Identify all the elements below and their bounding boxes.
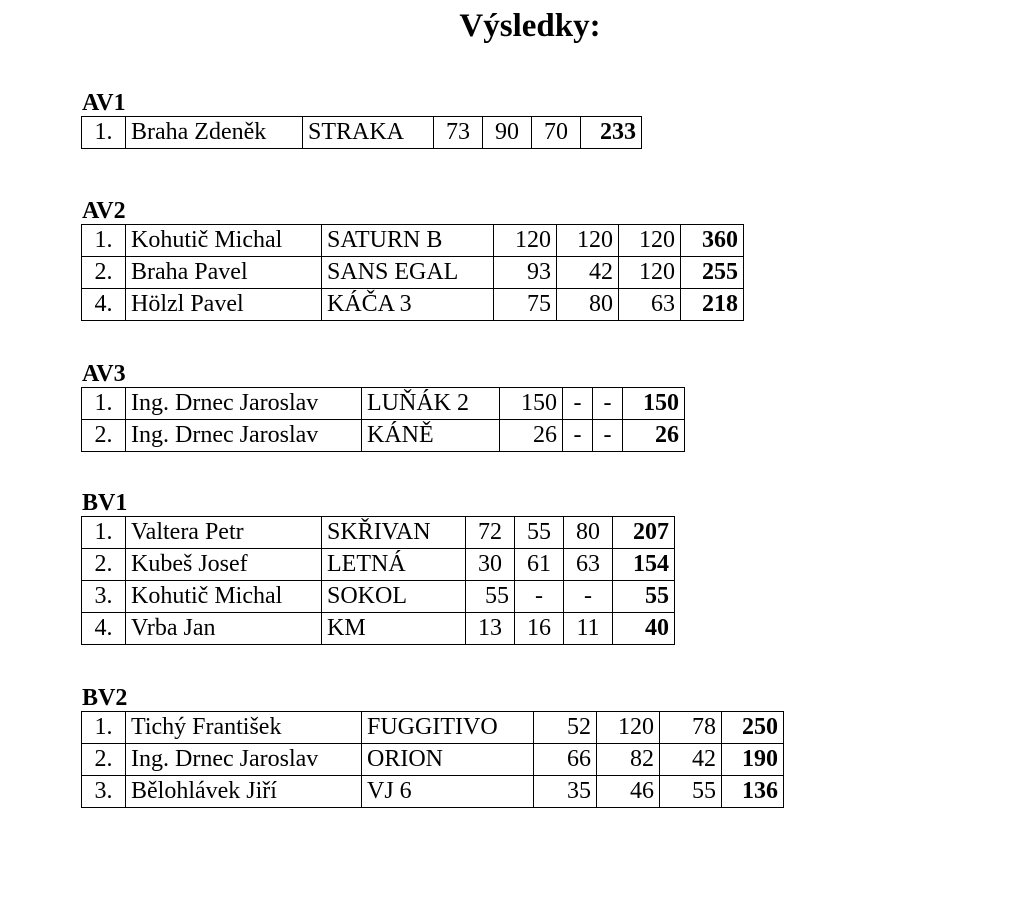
model-name-cell: LUŇÁK 2 (362, 388, 500, 420)
round-2-cell: - (563, 420, 593, 452)
section-heading: AV2 (82, 198, 126, 224)
table-row (82, 549, 675, 581)
model-name-cell: SATURN B (322, 225, 494, 257)
total-cell: 360 (681, 225, 744, 257)
round-3-cell: 70 (532, 117, 581, 149)
round-3-cell: 11 (564, 613, 613, 645)
round-2-cell: 46 (597, 776, 660, 808)
round-3-cell: - (564, 581, 613, 613)
round-3-cell: - (593, 420, 623, 452)
round-3-cell: 120 (619, 257, 681, 289)
round-1-cell: 66 (534, 744, 597, 776)
round-2-cell: 55 (515, 517, 564, 549)
competitor-name-cell: Kohutič Michal (126, 225, 322, 257)
section-heading: BV1 (82, 490, 128, 516)
table-row (82, 517, 675, 549)
competitor-name-cell: Ing. Drnec Jaroslav (126, 388, 362, 420)
model-name-cell: FUGGITIVO (362, 712, 534, 744)
competitor-name-cell: Ing. Drnec Jaroslav (126, 744, 362, 776)
round-1-cell: 120 (494, 225, 557, 257)
total-cell: 250 (722, 712, 784, 744)
round-2-cell: 120 (557, 225, 619, 257)
table-row (82, 581, 675, 613)
round-1-cell: 55 (466, 581, 515, 613)
competitor-name-cell: Ing. Drnec Jaroslav (126, 420, 362, 452)
section-av3 (81, 361, 685, 452)
rank-cell: 1. (82, 225, 126, 257)
rank-cell: 2. (82, 257, 126, 289)
round-1-cell: 150 (500, 388, 563, 420)
table-row (82, 420, 685, 452)
model-name-cell: KM (322, 613, 466, 645)
model-name-cell: KÁNĚ (362, 420, 500, 452)
competitor-name-cell: Vrba Jan (126, 613, 322, 645)
section-av2 (81, 198, 744, 321)
table-row (82, 289, 744, 321)
table-row (82, 225, 744, 257)
rank-cell: 3. (82, 776, 126, 808)
total-cell: 154 (613, 549, 675, 581)
total-cell: 190 (722, 744, 784, 776)
round-1-cell: 73 (434, 117, 483, 149)
section-heading: AV1 (82, 90, 126, 116)
rank-cell: 3. (82, 581, 126, 613)
round-3-cell: 63 (619, 289, 681, 321)
model-name-cell: SKŘIVAN (322, 517, 466, 549)
table-row (82, 744, 784, 776)
round-3-cell: 42 (660, 744, 722, 776)
round-2-cell: 90 (483, 117, 532, 149)
round-1-cell: 30 (466, 549, 515, 581)
round-2-cell: - (563, 388, 593, 420)
rank-cell: 1. (82, 712, 126, 744)
model-name-cell: ORION (362, 744, 534, 776)
results-table (81, 711, 784, 808)
round-1-cell: 52 (534, 712, 597, 744)
table-row (82, 712, 784, 744)
results-table (81, 387, 685, 452)
results-table (81, 116, 642, 149)
round-1-cell: 72 (466, 517, 515, 549)
total-cell: 136 (722, 776, 784, 808)
page-title: Výsledky: (459, 8, 601, 44)
model-name-cell: VJ 6 (362, 776, 534, 808)
round-1-cell: 75 (494, 289, 557, 321)
model-name-cell: KÁČA 3 (322, 289, 494, 321)
section-bv1 (81, 490, 675, 645)
competitor-name-cell: Tichý František (126, 712, 362, 744)
competitor-name-cell: Kubeš Josef (126, 549, 322, 581)
table-row (82, 613, 675, 645)
table-row (82, 117, 642, 149)
rank-cell: 1. (82, 117, 126, 149)
total-cell: 207 (613, 517, 675, 549)
round-2-cell: 82 (597, 744, 660, 776)
round-2-cell: 16 (515, 613, 564, 645)
model-name-cell: SANS EGAL (322, 257, 494, 289)
section-bv2 (81, 685, 784, 808)
table-row (82, 776, 784, 808)
model-name-cell: STRAKA (303, 117, 434, 149)
total-cell: 150 (623, 388, 685, 420)
competitor-name-cell: Braha Zdeněk (126, 117, 303, 149)
round-1-cell: 13 (466, 613, 515, 645)
round-2-cell: 61 (515, 549, 564, 581)
total-cell: 233 (581, 117, 642, 149)
round-1-cell: 26 (500, 420, 563, 452)
total-cell: 218 (681, 289, 744, 321)
round-3-cell: 63 (564, 549, 613, 581)
table-row (82, 257, 744, 289)
round-3-cell: - (593, 388, 623, 420)
rank-cell: 1. (82, 517, 126, 549)
competitor-name-cell: Valtera Petr (126, 517, 322, 549)
round-3-cell: 80 (564, 517, 613, 549)
rank-cell: 2. (82, 420, 126, 452)
table-row (82, 388, 685, 420)
total-cell: 26 (623, 420, 685, 452)
section-av1 (81, 90, 642, 149)
rank-cell: 4. (82, 613, 126, 645)
round-2-cell: 42 (557, 257, 619, 289)
section-heading: BV2 (82, 685, 128, 711)
rank-cell: 1. (82, 388, 126, 420)
round-2-cell: 120 (597, 712, 660, 744)
section-heading: AV3 (82, 361, 126, 387)
competitor-name-cell: Braha Pavel (126, 257, 322, 289)
model-name-cell: LETNÁ (322, 549, 466, 581)
model-name-cell: SOKOL (322, 581, 466, 613)
round-3-cell: 120 (619, 225, 681, 257)
competitor-name-cell: Bělohlávek Jiří (126, 776, 362, 808)
round-1-cell: 35 (534, 776, 597, 808)
rank-cell: 4. (82, 289, 126, 321)
competitor-name-cell: Hölzl Pavel (126, 289, 322, 321)
round-3-cell: 55 (660, 776, 722, 808)
round-1-cell: 93 (494, 257, 557, 289)
rank-cell: 2. (82, 744, 126, 776)
competitor-name-cell: Kohutič Michal (126, 581, 322, 613)
total-cell: 55 (613, 581, 675, 613)
round-2-cell: 80 (557, 289, 619, 321)
total-cell: 255 (681, 257, 744, 289)
total-cell: 40 (613, 613, 675, 645)
round-2-cell: - (515, 581, 564, 613)
results-table (81, 516, 675, 645)
results-table (81, 224, 744, 321)
round-3-cell: 78 (660, 712, 722, 744)
rank-cell: 2. (82, 549, 126, 581)
